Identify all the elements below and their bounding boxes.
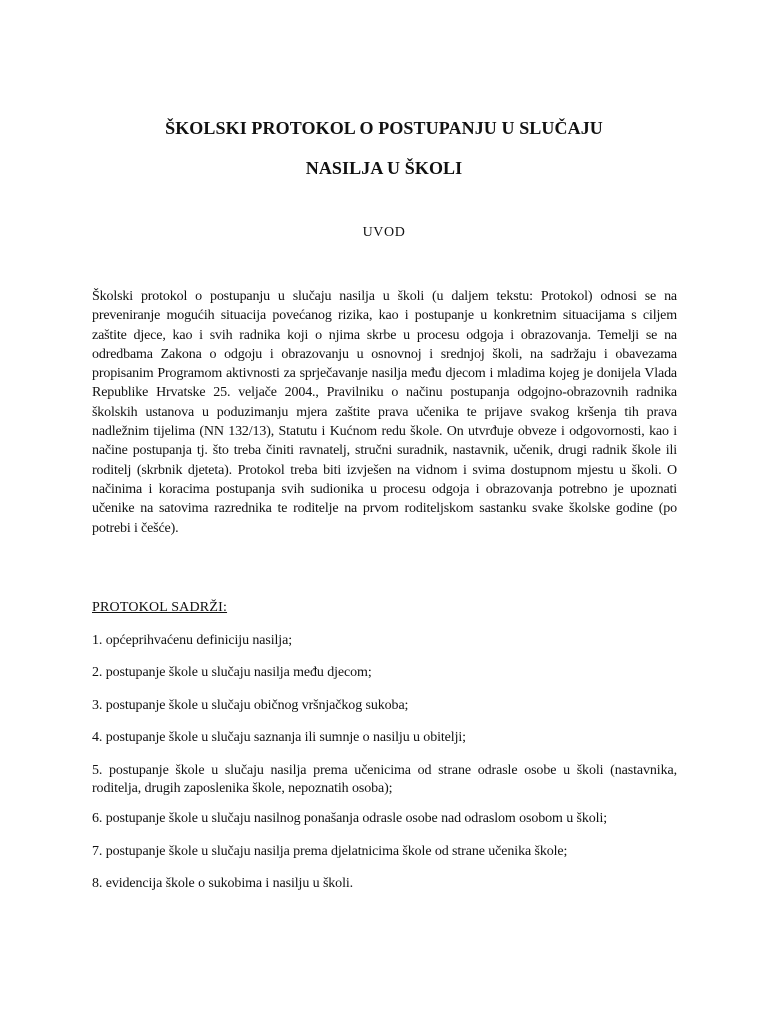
list-item: 2. postupanje škole u slučaju nasilja među djecom;	[92, 665, 372, 681]
list-item: 5. postupanje škole u slučaju nasilja prema učenicima od strane odrasle osobe u školi (nastavnika, roditelja, drugih zaposlenika škole, nepoznatih osoba);	[92, 762, 677, 797]
list-item: 4. postupanje škole u slučaju saznanja ili sumnje o nasilju u obitelji;	[92, 730, 466, 746]
contents-list	[92, 632, 677, 908]
document-title-line-2: NASILJA U ŠKOLI	[305, 158, 463, 178]
list-item: 7. postupanje škole u slučaju nasilja prema djelatnicima škole od strane učenika škole;	[92, 843, 568, 859]
intro-paragraph: Školski protokol o postupanju u slučaju nasilja u školi (u daljem tekstu: Protokol) odnosi se na preveniranje mogućih situacija povećanog rizika, kao i postupanje u konkretnim situacijama s ciljem zaštite djece, kao i svih radnika koji o njima skrbe u procesu odgoja i obrazovanja. Temelji se na odredbama Zakona o odgoju i obrazovanju u osnovnoj i srednjoj školi, na sadržaju i obavezama propisanim Programom aktivnosti za sprječavanje nasilja među djecom i mladima kojeg je donijela Vlada Republike Hrvatske 25. veljače 2004., Pravilniku o načinu postupanja odgojno-obrazovnih radnika školskih ustanova u poduzimanju mjera zaštite prava učenika te prijave svakog kršenja tih prava nadležnim tijelima (NN 132/13), Statutu i Kućnom redu škole. On utvrđuje obveze i odgovornosti, kao i načine postupanja tj. što treba činiti ravnatelj, stručni suradnik, nastavnik, učenik, drugi radnik škole ili roditelj (skrbnik djeteta). Protokol treba biti izvješen na vidnom i svima dostupnom mjestu u školi. O načinima i koracima postupanja svih sudionika u procesu odgoja i obrazovanja potrebno je upoznati učenike na satovima razrednika te roditelje na prvom roditeljskom sastanku svake školske godine (po potrebi i češće).	[92, 289, 677, 536]
list-item: 1. općeprihvaćenu definiciju nasilja;	[92, 633, 293, 648]
list-item: 3. postupanje škole u slučaju običnog vršnjačkog sukoba;	[92, 697, 409, 713]
document-title-line-1: ŠKOLSKI PROTOKOL O POSTUPANJU U SLUČAJU	[165, 118, 603, 138]
contents-heading: PROTOKOL SADRŽI:	[92, 600, 228, 615]
section-heading-uvod: UVOD	[362, 225, 406, 240]
list-item: 6. postupanje škole u slučaju nasilnog ponašanja odrasle osobe nad odraslom osobom u školi;	[92, 811, 608, 827]
list-item: 8. evidencija škole o sukobima i nasilju u školi.	[92, 876, 354, 892]
